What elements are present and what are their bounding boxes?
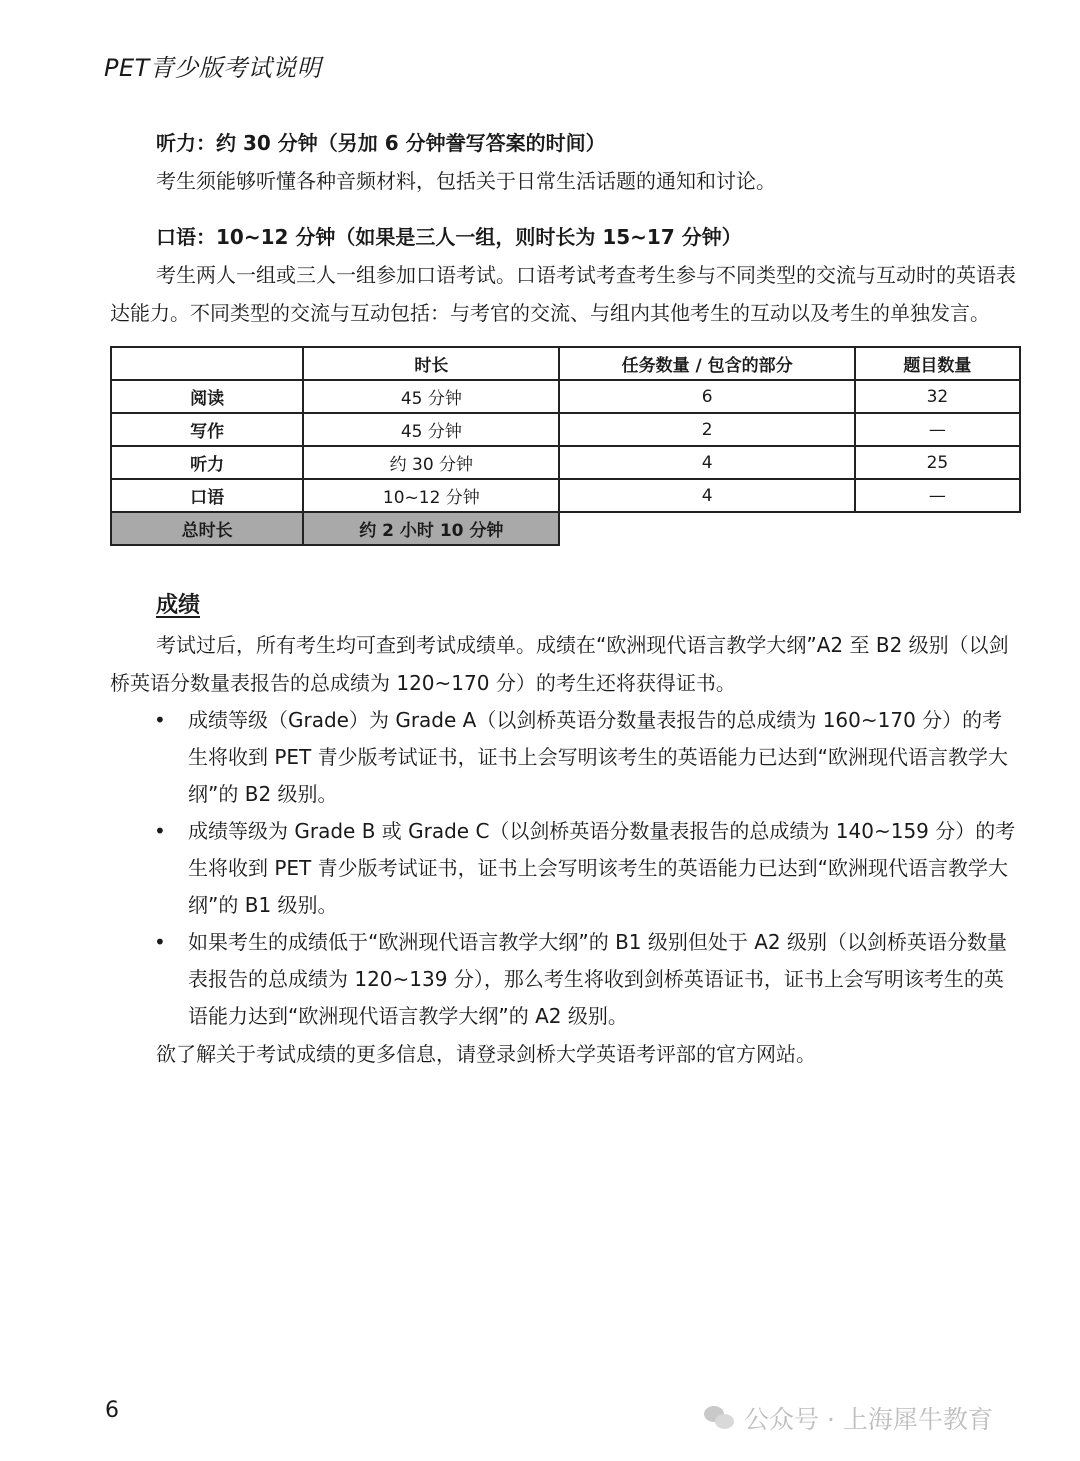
bullet-text: 成绩等级为 Grade B 或 Grade C（以剑桥英语分数量表报告的总成绩为 140~159 分）的考生将收到 PET 青少版考试证书，证书上会写明该考生的英语能力已达到“欧洲现代语言教学大纲”的 B1 级别。 [188, 819, 1016, 917]
table-row [111, 446, 1020, 479]
table-total-row [111, 512, 1020, 545]
row-label-listening: 听力 [111, 446, 303, 479]
list-item [110, 702, 1022, 813]
table-row [111, 380, 1020, 413]
document-body [110, 124, 1022, 1073]
table-cell: 45 分钟 [303, 380, 559, 413]
table-cell: 4 [559, 479, 854, 512]
bullet-text: 成绩等级（Grade）为 Grade A（以剑桥英语分数量表报告的总成绩为 160~170 分）的考生将收到 PET 青少版考试证书，证书上会写明该考生的英语能力已达到“欧洲现代语言教学大纲”的 B2 级别。 [188, 708, 1008, 806]
bullet-text: 如果考生的成绩低于“欧洲现代语言教学大纲”的 B1 级别但处于 A2 级别（以剑桥英语分数量表报告的总成绩为 120~139 分），那么考生将收到剑桥英语证书，证书上会写明该考生的英语能力达到“欧洲现代语言教学大纲”的 A2 级别。 [188, 930, 1008, 1028]
bullet-icon: • [154, 819, 166, 843]
page-number: 6 [105, 1398, 119, 1423]
scores-intro: 考试过后，所有考生均可查到考试成绩单。成绩在“欧洲现代语言教学大纲”A2 至 B2 级别（以剑桥英语分数量表报告的总成绩为 120~170 分）的考生还将获得证书。 [110, 633, 1009, 695]
table-cell: 2 [559, 413, 854, 446]
list-item [110, 813, 1022, 924]
total-duration: 约 2 小时 10 分钟 [303, 512, 559, 545]
listening-heading: 听力：约 30 分钟（另加 6 分钟誊写答案的时间） [156, 131, 606, 155]
table-cell: — [855, 413, 1020, 446]
page-header-title: PET青少版考试说明 [104, 54, 322, 82]
table-header-duration: 时长 [303, 347, 559, 380]
table-row [111, 413, 1020, 446]
table-cell: 10~12 分钟 [303, 479, 559, 512]
list-item [110, 924, 1022, 1035]
table-header-cell [111, 347, 303, 380]
scores-bullet-list [110, 702, 1022, 1035]
table-header-row [111, 347, 1020, 380]
table-header-tasks: 任务数量 / 包含的部分 [559, 347, 854, 380]
speaking-heading: 口语：10~12 分钟（如果是三人一组，则时长为 15~17 分钟） [156, 225, 742, 249]
total-label: 总时长 [111, 512, 303, 545]
table-cell: 45 分钟 [303, 413, 559, 446]
table-cell: 32 [855, 380, 1020, 413]
scores-outro: 欲了解关于考试成绩的更多信息，请登录剑桥大学英语考评部的官方网站。 [156, 1042, 816, 1066]
table-cell: 4 [559, 446, 854, 479]
table-cell: — [855, 479, 1020, 512]
bullet-icon: • [154, 930, 166, 954]
watermark [704, 1400, 993, 1436]
table-header-questions: 题目数量 [855, 347, 1020, 380]
exam-format-table [110, 346, 1021, 546]
listening-text: 考生须能够听懂各种音频材料，包括关于日常生活话题的通知和讨论。 [156, 169, 776, 193]
row-label-reading: 阅读 [111, 380, 303, 413]
bullet-icon: • [154, 708, 166, 732]
row-label-speaking: 口语 [111, 479, 303, 512]
scores-heading: 成绩 [156, 593, 201, 618]
table-cell: 6 [559, 380, 854, 413]
row-label-writing: 写作 [111, 413, 303, 446]
table-cell: 约 30 分钟 [303, 446, 559, 479]
table-cell: 25 [855, 446, 1020, 479]
wechat-icon [704, 1404, 736, 1432]
speaking-text: 考生两人一组或三人一组参加口语考试。口语考试考查考生参与不同类型的交流与互动时的英语表达能力。不同类型的交流与互动包括：与考官的交流、与组内其他考生的互动以及考生的单独发言。 [110, 263, 1016, 325]
table-row [111, 479, 1020, 512]
watermark-text: 公众号 · 上海犀牛教育 [744, 1405, 993, 1434]
